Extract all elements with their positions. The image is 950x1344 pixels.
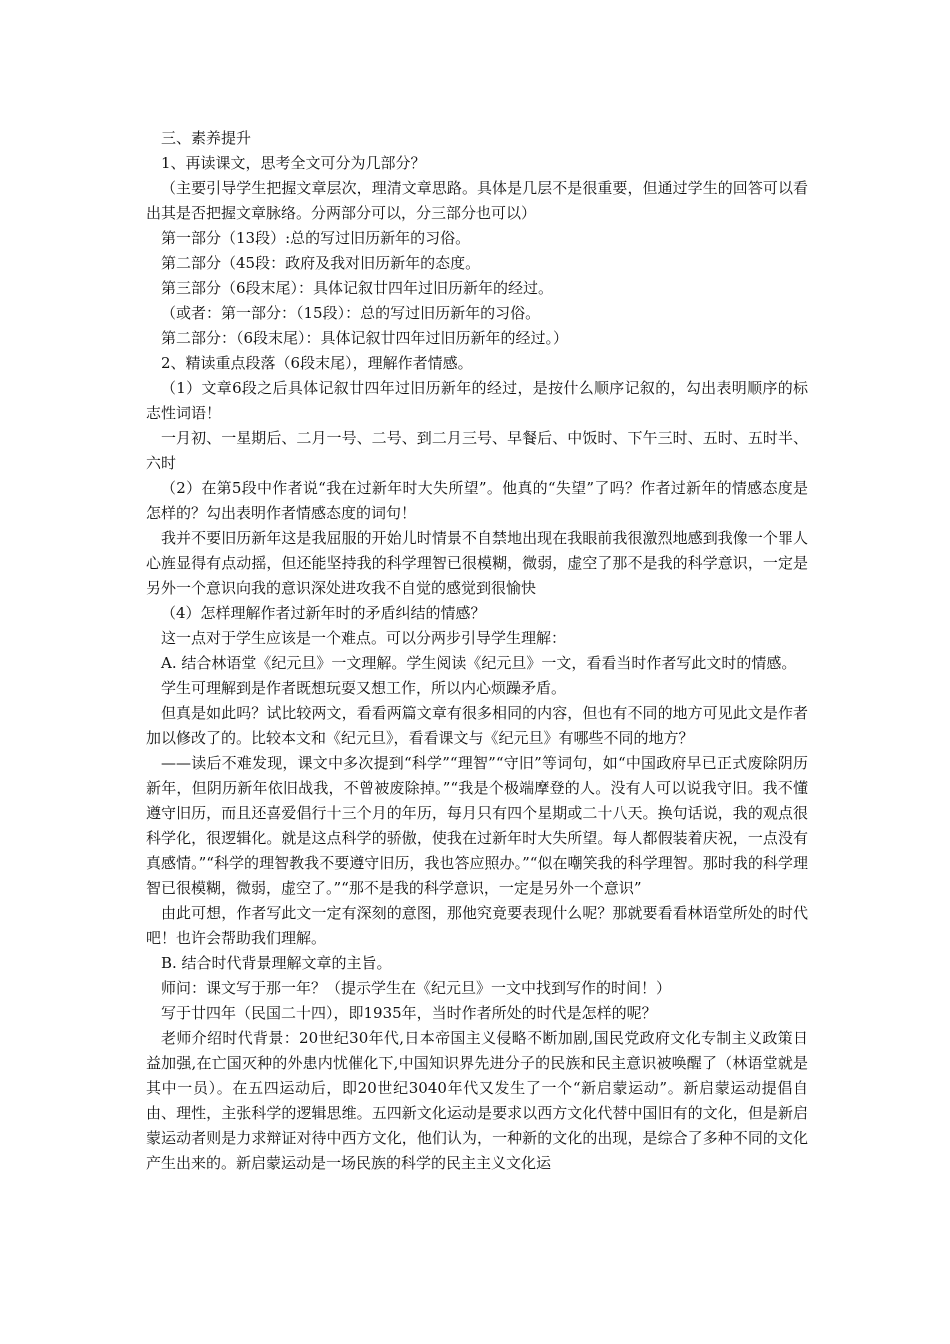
paragraph: 这一点对于学生应该是一个难点。可以分两步引导学生理解： [161,629,567,647]
question-1: 1、再读课文，思考全文可分为几部分？ [161,154,426,172]
paragraph: （或者：第一部分：（15段）：总的写过旧历新年的习俗。 [161,304,541,322]
paragraph: 学生可理解到是作者既想玩耍又想工作，所以内心烦躁矛盾。 [161,679,567,697]
paragraph: （2）在第5段中作者说“我在过新年时大失所望”。他真的“失望”了吗？作者过新年的情感态度是怎样的？勾出表明作者情感态度的词句！ [146,479,808,522]
paragraph: （4）怎样理解作者过新年时的矛盾纠结的情感？ [161,604,486,622]
paragraph: 我并不要旧历新年这是我屈服的开始儿时情景不自禁地出现在我眼前我很激烈地感到我像一个罪人心旌显得有点动摇，但还能坚持我的科学理智已很模糊，微弱，虚空了那不是我的科学意识，一定是另外一个意识向我的意识深处进攻我不自觉的感觉到很愉快 [146,529,808,597]
paragraph: 老师介绍时代背景：20世纪30年代,日本帝国主义侵略不断加剧,国民党政府文化专制主义政策日益加强,在亡国灭种的外患内忧催化下,中国知识界先进分子的民族和民主意识被唤醒了（林语堂就是其中一员）。在五四运动后，即20世纪3040年代又发生了一个“新启蒙运动”。新启蒙运动提倡自由、理性，主张科学的逻辑思维。五四新文化运动是要求以西方文化代替中国旧有的文化，但是新启蒙运动者则是力求辩证对待中西方文化，他们认为，一种新的文化的出现，是综合了多种不同的文化产生出来的。新启蒙运动是一场民族的科学的民主主义文化运 [146,1029,808,1172]
section-heading: 三、素养提升 [161,129,252,147]
paragraph: 写于廿四年（民国二十四），即1935年，当时作者所处的时代是怎样的呢？ [161,1004,657,1022]
paragraph: （1）文章6段之后具体记叙廿四年过旧历新年的经过，是按什么顺序记叙的，勾出表明顺序的标志性词语！ [146,379,808,422]
paragraph: A. 结合林语堂《纪元旦》一文理解。学生阅读《纪元旦》一文，看看当时作者写此文时的情感。 [161,654,797,672]
document-body [146,126,808,1176]
paragraph: 师问：课文写于那一年？（提示学生在《纪元旦》一文中找到写作的时间！） [161,979,672,997]
paragraph: 第一部分（13段）:总的写过旧历新年的习俗。 [161,229,471,247]
paragraph: 由此可想，作者写此文一定有深刻的意图，那他究竟要表现什么呢？那就要看看林语堂所处的时代吧！也许会帮助我们理解。 [146,904,808,947]
paragraph: 第二部分（45段：政府及我对旧历新年的态度。 [161,254,481,272]
paragraph: B. 结合时代背景理解文章的主旨。 [161,954,392,972]
paragraph: 第二部分：（6段末尾）：具体记叙廿四年过旧历新年的经过。） [161,329,569,347]
paragraph: 第三部分（6段末尾）：具体记叙廿四年过旧历新年的经过。 [161,279,554,297]
paragraph: （主要引导学生把握文章层次，理清文章思路。具体是几层不是很重要，但通过学生的回答可以看出其是否把握文章脉络。分两部分可以，分三部分也可以） [146,179,808,222]
paragraph: ——读后不难发现，课文中多次提到“科学”“理智”“守旧”等词句，如“中国政府早已正式废除阴历新年，但阴历新年依旧战我，不曾被废除掉。”“我是个极端摩登的人。没有人可以说我守旧。我不懂遵守旧历，而且还喜爱倡行十三个月的年历，每月只有四个星期或二十八天。换句话说，我的观点很科学化，很逻辑化。就是这点科学的骄傲，使我在过新年时大失所望。每人都假装着庆祝，一点没有真感情。”“科学的理智教我不要遵守旧历，我也答应照办。”“似在嘲笑我的科学理智。那时我的科学理智已很模糊，微弱，虚空了。”“那不是我的科学意识，一定是另外一个意识” [146,754,808,897]
question-2: 2、精读重点段落（6段末尾），理解作者情感。 [161,354,473,372]
paragraph: 但真是如此吗？试比较两文，看看两篇文章有很多相同的内容，但也有不同的地方可见此文是作者加以修改了的。比较本文和《纪元旦》，看看课文与《纪元旦》有哪些不同的地方？ [146,704,808,747]
paragraph: 一月初、一星期后、二月一号、二号、到二月三号、早餐后、中饭时、下午三时、五时、五时半、六时 [146,429,808,472]
